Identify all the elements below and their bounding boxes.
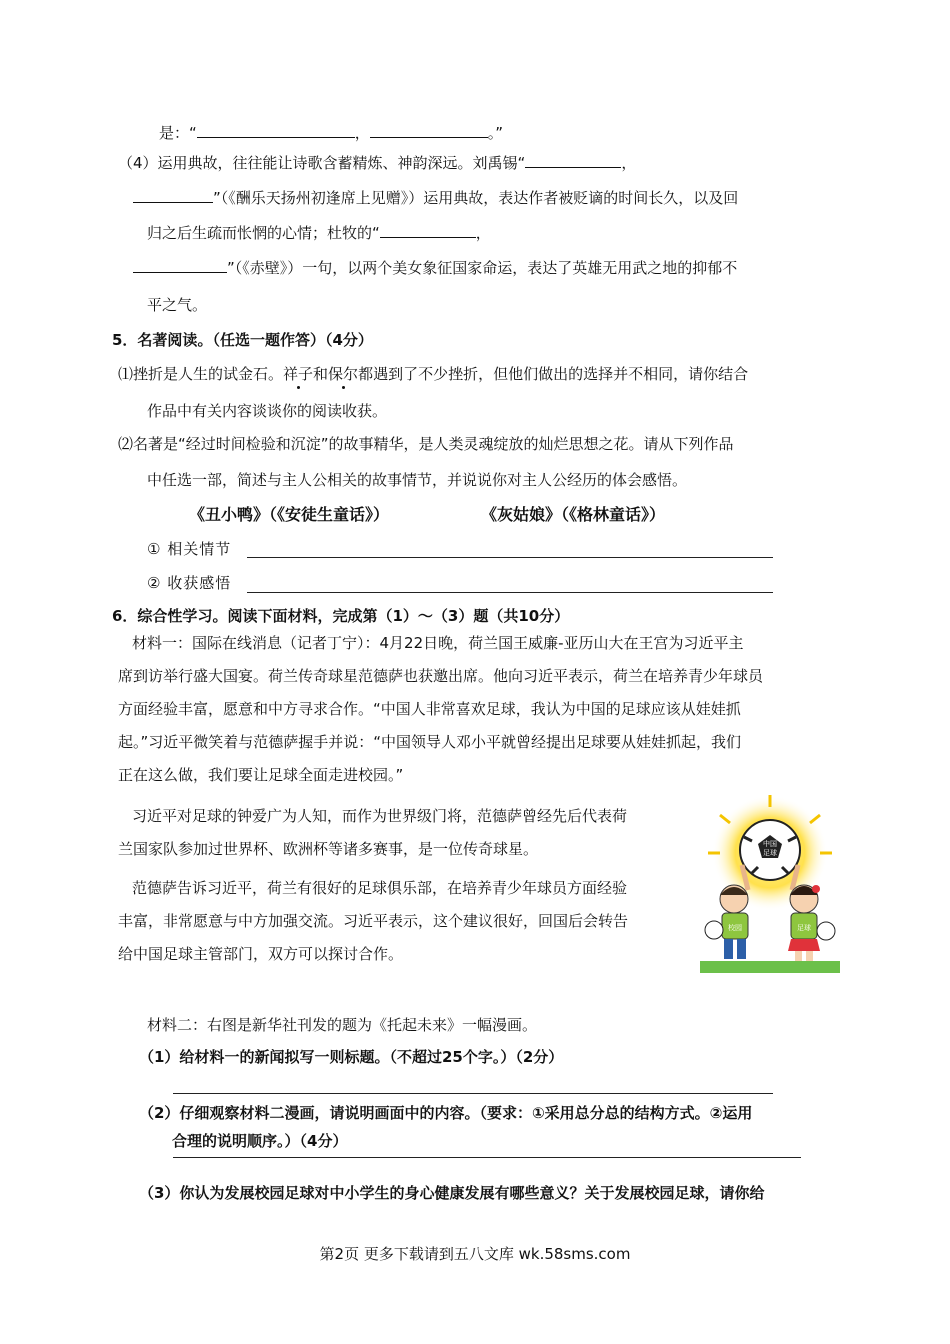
ball-text-1: 中国 — [763, 840, 777, 848]
q5-sub1-line-2: 作品中有关内容谈谈你的阅读收获。 — [147, 402, 388, 420]
text-line: 给中国足球主管部门，双方可以探讨合作。 — [118, 945, 404, 963]
subq-1: （1）给材料一的新闻拟写一则标题。（不超过25个字。）（2分） — [139, 1048, 564, 1066]
text: 。” — [487, 124, 504, 142]
text-line: 丰富，非常愿意与中方加强交流。习近平表示，这个建议很好，回国后会转告 — [118, 912, 629, 930]
answer-line[interactable] — [173, 1093, 773, 1094]
text: ， — [621, 154, 637, 172]
grass — [700, 961, 840, 973]
text-line: 方面经验丰富，愿意和中方寻求合作。“中国人非常喜欢足球，我认为中国的足球应该从娃娃抓 — [118, 700, 741, 718]
shirt-text-right: 足球 — [797, 924, 811, 932]
q5-sub2-line-1: ⑵名著是“经过时间检验和沉淀”的故事精华，是人类灵魂绽放的灿烂思想之花。请从下列作品 — [118, 435, 734, 453]
q4-sub4-line-1 — [118, 151, 636, 174]
text: （4）运用典故，往往能让诗歌含蓄精炼、神韵深远。刘禹锡“ — [118, 154, 526, 172]
ball-text-2: 足球 — [763, 849, 777, 857]
answer-line[interactable] — [247, 557, 773, 558]
text: ， — [475, 224, 491, 242]
subq-3: （3）你认为发展校园足球对中小学生的身心健康发展有哪些意义？关于发展校园足球，请你给 — [139, 1184, 765, 1202]
page-footer: 第2页 更多下载请到五八文库 wk.58sms.com — [319, 1245, 631, 1263]
answer-line[interactable] — [247, 592, 773, 593]
q4-sub4-line-4 — [133, 256, 737, 279]
text: 是：“ — [159, 124, 197, 142]
q5-heading: 5．名著阅读。（任选一题作答）（4分） — [112, 331, 373, 349]
text-line: 正在这么做，我们要让足球全面走进校园。” — [118, 766, 404, 784]
emphasis-text: 保尔 — [328, 365, 359, 383]
field-plot-label: ① 相关情节 — [147, 540, 232, 558]
material-1-para-3 — [118, 872, 698, 971]
q5-sub1-line-1 — [118, 363, 748, 385]
q4-sub4-line-2 — [133, 186, 738, 209]
answer-blank[interactable] — [197, 121, 355, 138]
q4-line-0 — [159, 121, 503, 144]
text: ”（《酬乐天扬州初逢席上见赠》）运用典故，表达作者被贬谪的时间长久，以及回 — [213, 189, 739, 207]
text: 和 — [313, 365, 329, 383]
answer-blank[interactable] — [133, 186, 213, 203]
text-line: 材料一：国际在线消息（记者丁宁）：4月22日晚，荷兰国王威廉-亚历山大在王宫为习近平主 — [132, 634, 744, 652]
material-1-para-2 — [118, 800, 698, 866]
text-line: 范德萨告诉习近平，荷兰有很好的足球俱乐部，在培养青少年球员方面经验 — [132, 879, 628, 897]
answer-blank[interactable] — [525, 151, 621, 168]
answer-line[interactable] — [173, 1157, 801, 1158]
text-line: 起。”习近平微笑着与范德萨握手并说：“中国领导人邓小平就曾经提出足球要从娃娃抓起，我们 — [118, 733, 742, 751]
field-insight-label: ② 收获感悟 — [147, 574, 232, 592]
q6-heading: 6．综合性学习。阅读下面材料，完成第（1）～（3）题（共10分） — [112, 607, 570, 625]
cartoon-illustration — [700, 795, 840, 975]
text-line: 席到访举行盛大国宴。荷兰传奇球星范德萨也获邀出席。他向习近平表示，荷兰在培养青少年球员 — [118, 667, 764, 685]
text: ⑴挫折是人生的试金石。 — [118, 365, 284, 383]
text-line: 兰国家队参加过世界杯、欧洲杯等诸多赛事，是一位传奇球星。 — [118, 840, 539, 858]
answer-blank[interactable] — [133, 256, 227, 273]
book-option-2: 《灰姑娘》（《格林童话》） — [481, 505, 666, 524]
answer-blank[interactable] — [380, 221, 476, 238]
subq-2-line-1: （2）仔细观察材料二漫画，请说明画面中的内容。（要求：①采用总分总的结构方式。②运用 — [139, 1104, 753, 1122]
text: 归之后生疏而怅惘的心情；杜牧的“ — [147, 224, 380, 242]
subq-2-line-2: 合理的说明顺序。）（4分） — [172, 1132, 348, 1150]
q4-sub4-line-3 — [147, 221, 491, 244]
text: ， — [354, 124, 370, 142]
emphasis-text: 祥子 — [283, 365, 314, 383]
shirt-text-left: 校园 — [728, 924, 742, 932]
text: 都遇到了不少挫折，但他们做出的选择并不相同，请你结合 — [358, 365, 749, 383]
material-1-para-1 — [118, 627, 838, 792]
q5-sub2-line-2: 中任选一部，简述与主人公相关的故事情节，并说说你对主人公经历的体会感悟。 — [147, 471, 688, 489]
text: ”（《赤壁》）一句，以两个美女象征国家命运，表达了英雄无用武之地的抑郁不 — [227, 259, 738, 277]
q4-sub4-line-5: 平之气。 — [147, 296, 208, 314]
material-2: 材料二：右图是新华社刊发的题为《托起未来》一幅漫画。 — [147, 1016, 538, 1034]
answer-blank[interactable] — [370, 121, 488, 138]
book-option-1: 《丑小鸭》（《安徒生童话》） — [189, 505, 390, 524]
text-line: 习近平对足球的钟爱广为人知，而作为世界级门将，范德萨曾经先后代表荷 — [132, 807, 628, 825]
